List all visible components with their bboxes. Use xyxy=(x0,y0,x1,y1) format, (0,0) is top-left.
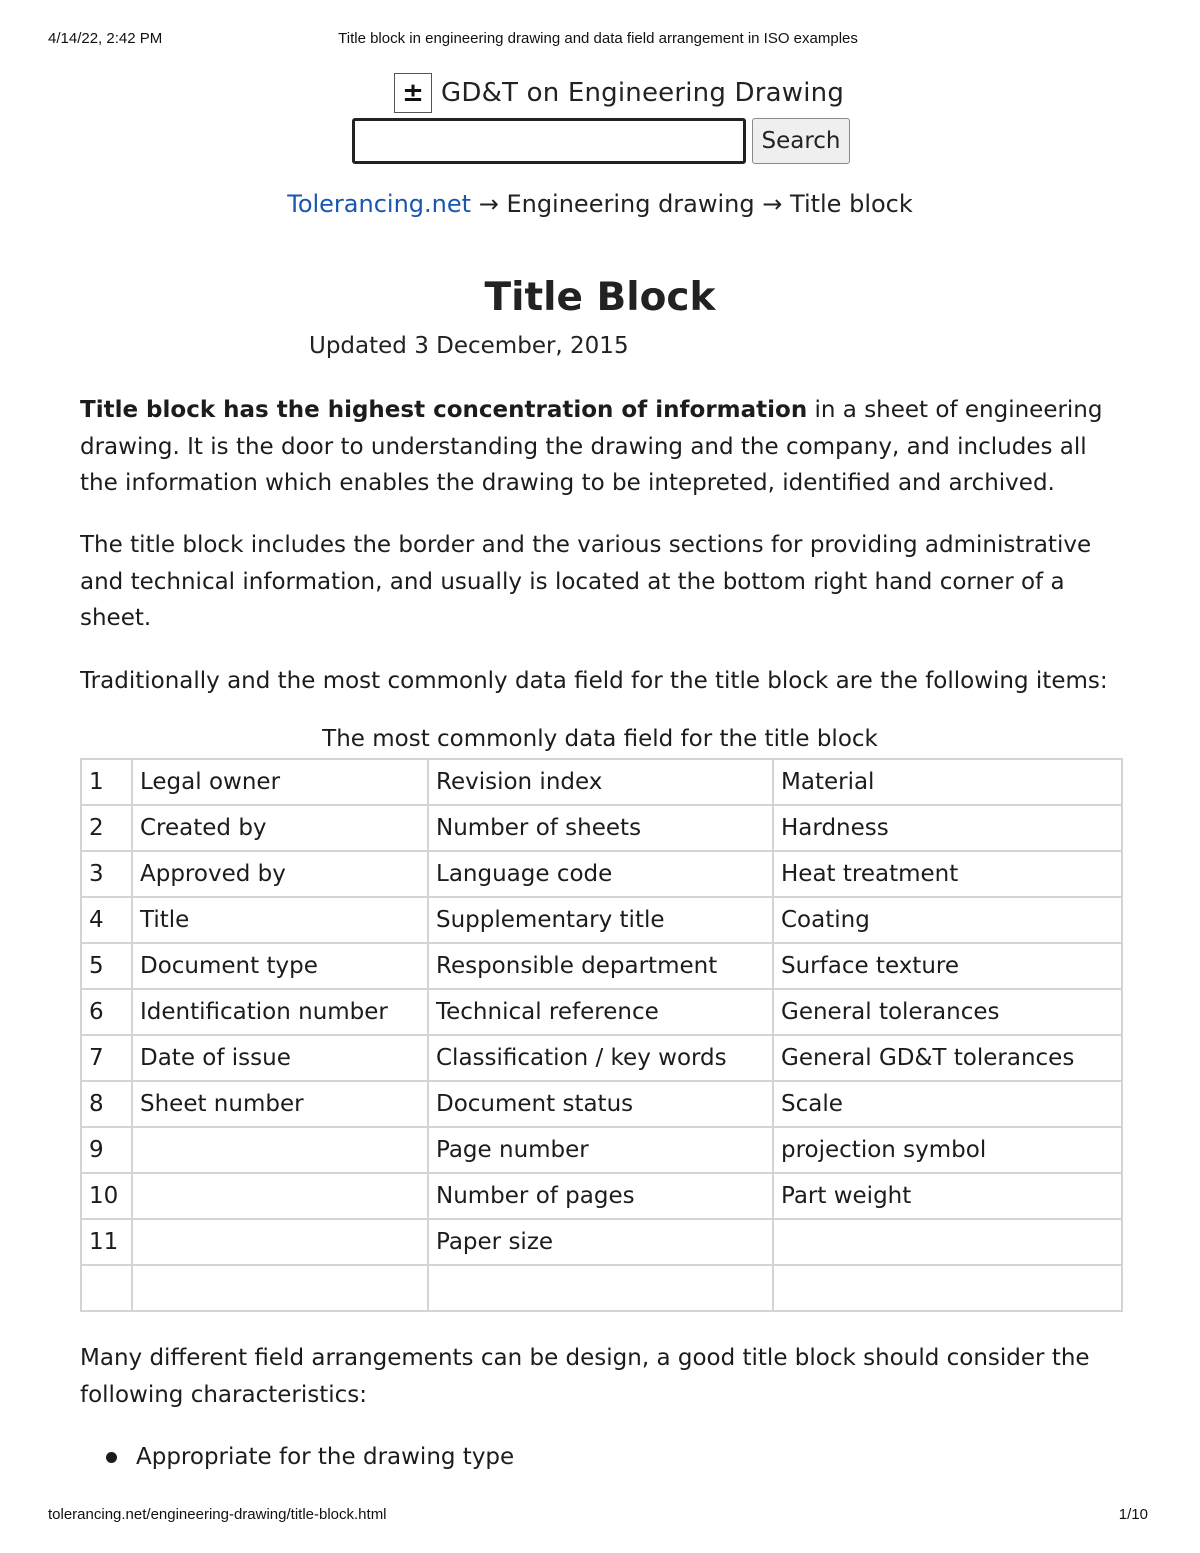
intro-paragraph xyxy=(80,392,1120,502)
field-cell: Created by xyxy=(132,805,428,851)
row-number-cell xyxy=(81,1265,132,1311)
row-number-cell: 4 xyxy=(81,897,132,943)
list-item xyxy=(104,1440,514,1474)
table-row xyxy=(81,805,1122,851)
field-cell xyxy=(773,1265,1122,1311)
site-logo[interactable] xyxy=(394,72,844,114)
field-cell: Sheet number xyxy=(132,1081,428,1127)
field-cell: Material xyxy=(773,759,1122,805)
field-cell: Document type xyxy=(132,943,428,989)
bullet-icon xyxy=(106,1452,117,1463)
row-number-cell: 9 xyxy=(81,1127,132,1173)
field-cell: Page number xyxy=(428,1127,773,1173)
print-header xyxy=(48,30,1148,50)
breadcrumb xyxy=(0,190,1200,218)
field-cell xyxy=(132,1219,428,1265)
field-cell: Responsible department xyxy=(428,943,773,989)
table-row xyxy=(81,897,1122,943)
row-number-cell: 10 xyxy=(81,1173,132,1219)
table-row xyxy=(81,1173,1122,1219)
table-caption: The most commonly data field for the title block xyxy=(322,726,878,752)
row-number-cell: 2 xyxy=(81,805,132,851)
print-datetime: 4/14/22, 2:42 PM xyxy=(48,30,163,47)
field-cell: Document status xyxy=(428,1081,773,1127)
table-row xyxy=(81,1265,1122,1311)
field-cell: Approved by xyxy=(132,851,428,897)
field-cell: Title xyxy=(132,897,428,943)
field-cell: Legal owner xyxy=(132,759,428,805)
characteristics-list xyxy=(104,1440,514,1474)
field-cell: Number of pages xyxy=(428,1173,773,1219)
field-cell: Heat treatment xyxy=(773,851,1122,897)
print-document-title: Title block in engineering drawing and data field arrangement in ISO examples xyxy=(338,30,858,47)
breadcrumb-separator: → xyxy=(762,190,783,218)
data-field-table xyxy=(80,758,1123,1312)
field-cell: Date of issue xyxy=(132,1035,428,1081)
field-cell: Revision index xyxy=(428,759,773,805)
field-cell: Coating xyxy=(773,897,1122,943)
row-number-cell: 5 xyxy=(81,943,132,989)
field-cell: Paper size xyxy=(428,1219,773,1265)
table-row xyxy=(81,1081,1122,1127)
page-title: Title Block xyxy=(484,275,716,320)
field-cell: Technical reference xyxy=(428,989,773,1035)
table-row xyxy=(81,1219,1122,1265)
breadcrumb-current: Title block xyxy=(790,190,913,218)
border-paragraph: The title block includes the border and the various sections for providing administrative and technical information, and usually is located at the bottom right hand corner of a sheet. xyxy=(80,532,1092,631)
row-number-cell: 8 xyxy=(81,1081,132,1127)
field-cell: Number of sheets xyxy=(428,805,773,851)
field-cell: projection symbol xyxy=(773,1127,1122,1173)
print-url: tolerancing.net/engineering-drawing/title-block.html xyxy=(48,1506,387,1523)
table-row xyxy=(81,759,1122,805)
field-cell: General tolerances xyxy=(773,989,1122,1035)
row-number-cell: 1 xyxy=(81,759,132,805)
field-cell: Part weight xyxy=(773,1173,1122,1219)
updated-date: Updated 3 December, 2015 xyxy=(309,333,629,359)
plus-minus-icon: ± xyxy=(394,73,432,113)
row-number-cell: 11 xyxy=(81,1219,132,1265)
field-cell xyxy=(132,1265,428,1311)
print-page-number: 1/10 xyxy=(1118,1506,1148,1523)
breadcrumb-section: Engineering drawing xyxy=(506,190,755,218)
site-name: GD&T on Engineering Drawing xyxy=(441,78,845,108)
field-cell: General GD&T tolerances xyxy=(773,1035,1122,1081)
arrangement-paragraph: Many different field arrangements can be design, a good title block should consider the following characteristics: xyxy=(80,1345,1090,1408)
field-cell xyxy=(428,1265,773,1311)
field-cell: Identification number xyxy=(132,989,428,1035)
search-button[interactable]: Search xyxy=(752,118,850,164)
field-cell: Surface texture xyxy=(773,943,1122,989)
row-number-cell: 6 xyxy=(81,989,132,1035)
table-row xyxy=(81,851,1122,897)
table-row xyxy=(81,943,1122,989)
intro-text: in a sheet of engineering drawing. It is the door to understanding the drawing and the company, and includes all the information which enables the drawing to be intepreted, identified and archived. xyxy=(80,397,1103,496)
field-cell xyxy=(132,1173,428,1219)
field-cell: Language code xyxy=(428,851,773,897)
search-bar xyxy=(352,118,850,164)
field-cell: Supplementary title xyxy=(428,897,773,943)
list-item-text: Appropriate for the drawing type xyxy=(136,1444,515,1470)
table-row xyxy=(81,1127,1122,1173)
search-input[interactable] xyxy=(352,118,746,164)
print-footer xyxy=(48,1506,1148,1526)
row-number-cell: 3 xyxy=(81,851,132,897)
field-cell: Scale xyxy=(773,1081,1122,1127)
breadcrumb-home-link[interactable]: Tolerancing.net xyxy=(287,190,472,218)
table-row xyxy=(81,989,1122,1035)
field-cell: Hardness xyxy=(773,805,1122,851)
breadcrumb-separator: → xyxy=(478,190,499,218)
field-cell xyxy=(132,1127,428,1173)
data-field-paragraph: Traditionally and the most commonly data field for the title block are the following items: xyxy=(80,668,1108,694)
table-row xyxy=(81,1035,1122,1081)
field-cell: Classification / key words xyxy=(428,1035,773,1081)
row-number-cell: 7 xyxy=(81,1035,132,1081)
intro-bold-text: Title block has the highest concentration of information xyxy=(80,397,808,423)
field-cell xyxy=(773,1219,1122,1265)
